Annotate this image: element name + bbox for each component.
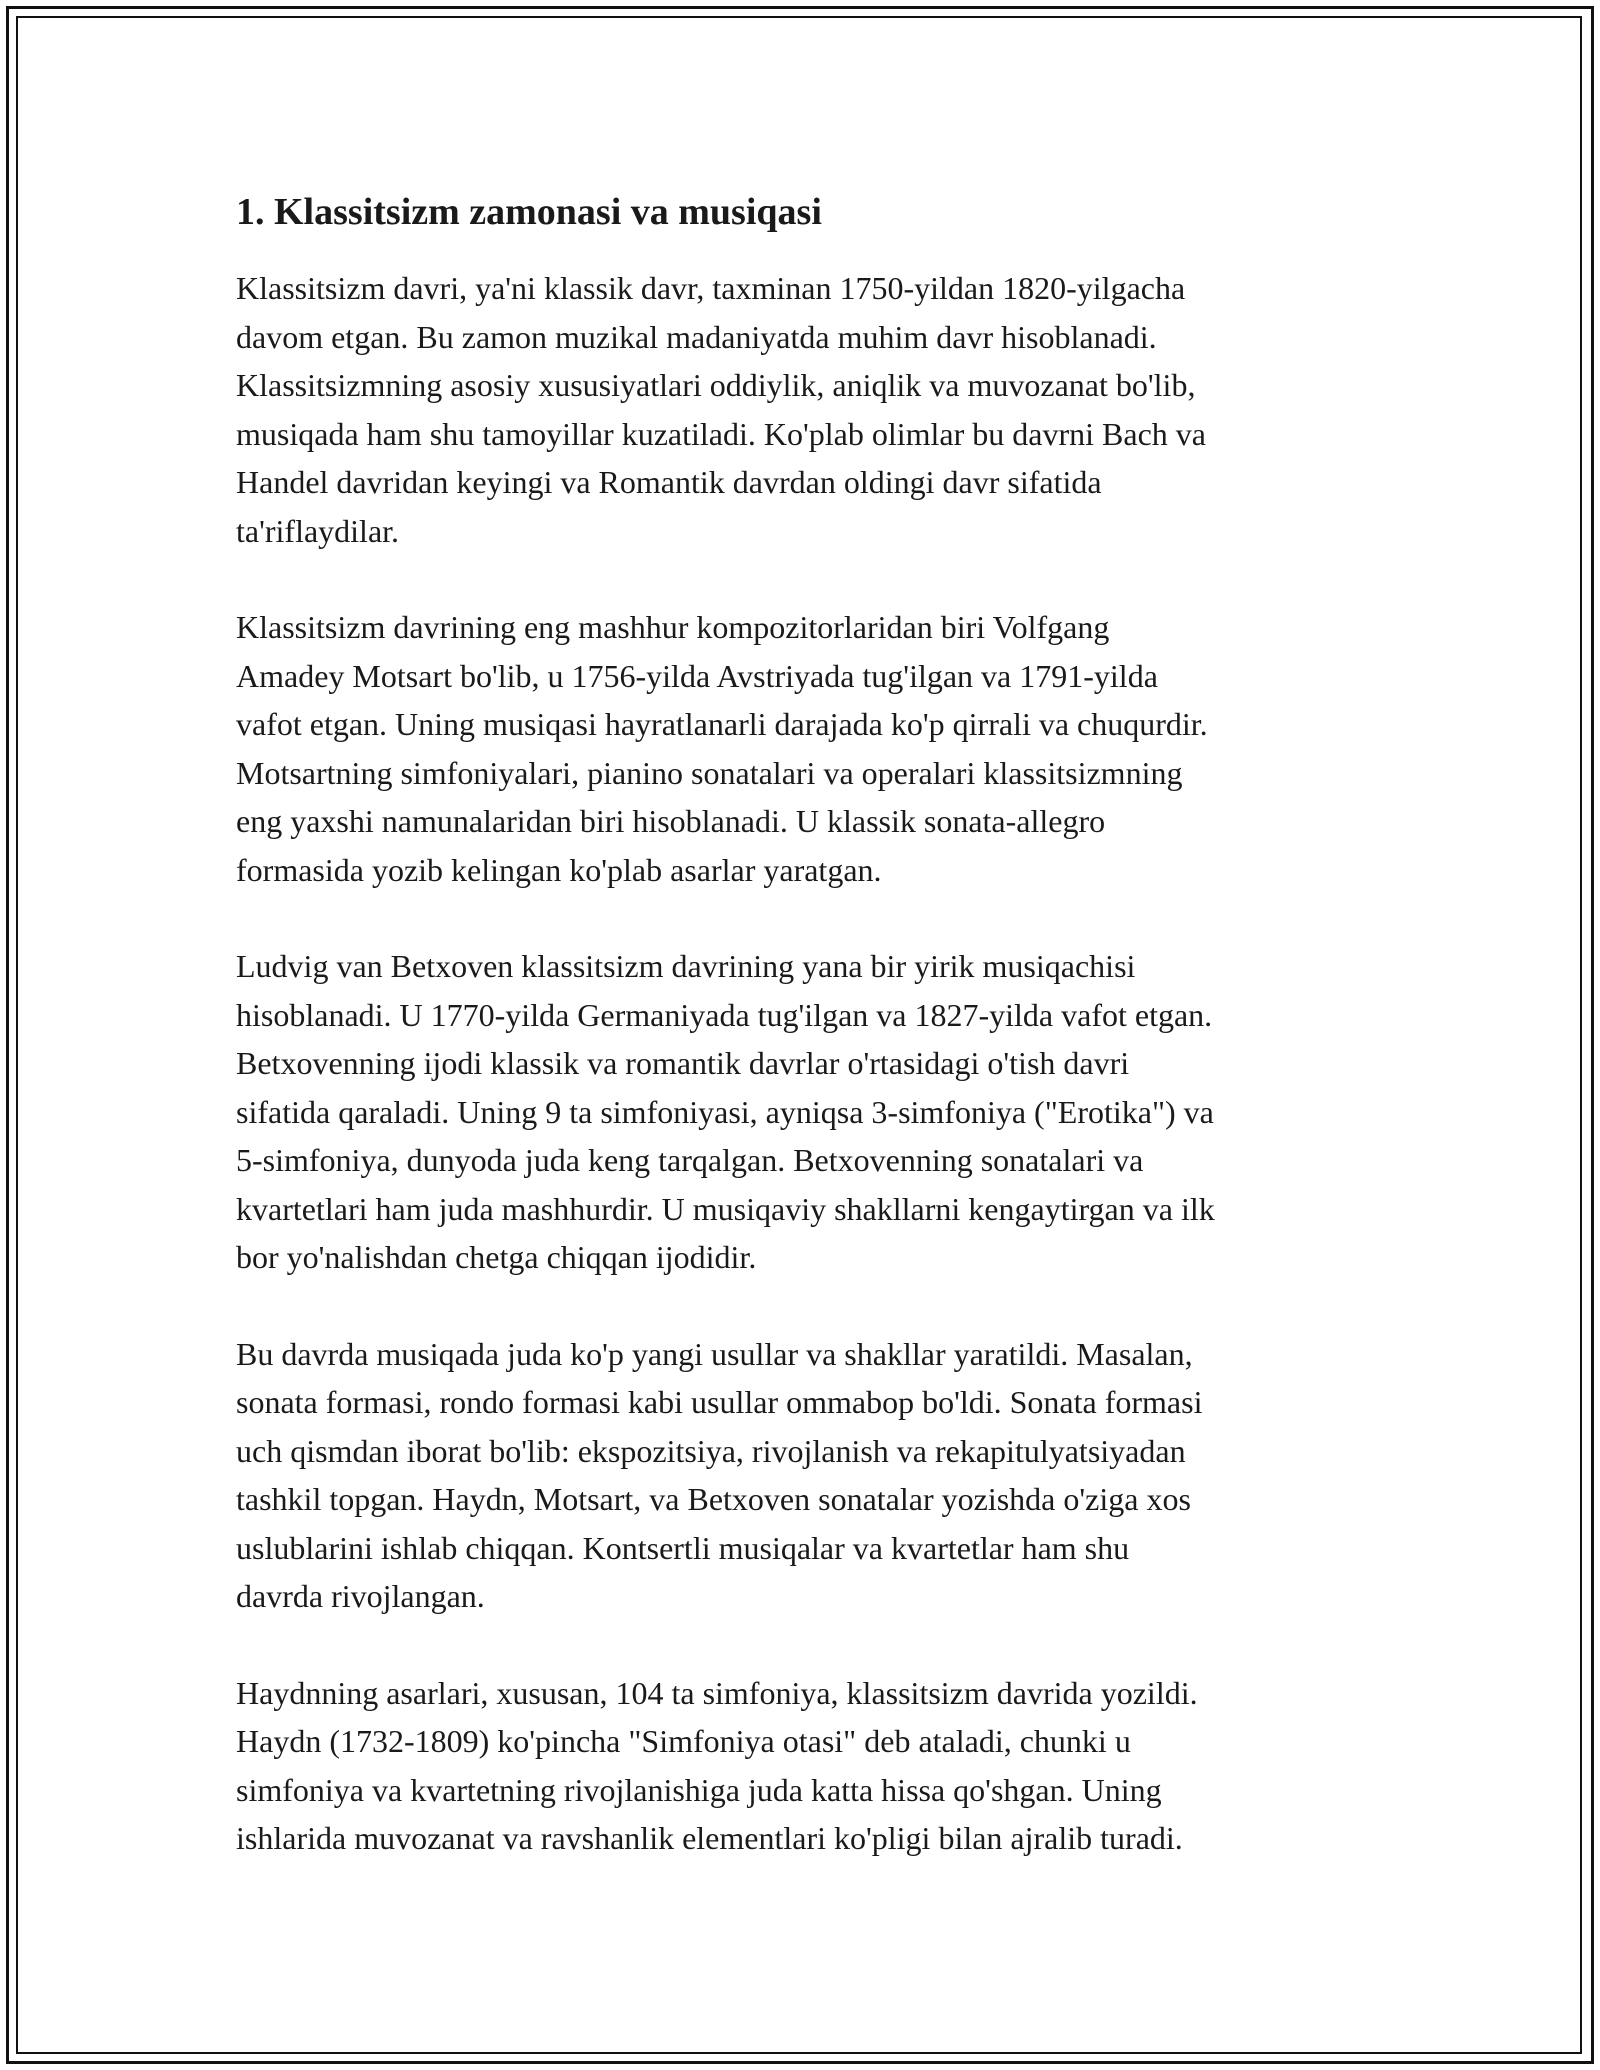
text-line: Klassitsizm davrining eng mashhur kompozitorlaridan biri Volfgang: [236, 609, 1110, 645]
paragraph-list: [236, 264, 1376, 1863]
text-line: Klassitsizm davri, ya'ni klassik davr, taxminan 1750-yildan 1820-yilgacha: [236, 270, 1186, 306]
text-line: vafot etgan. Uning musiqasi hayratlanarli darajada ko'p qirrali va chuqurdir.: [236, 706, 1208, 742]
text-line: bor yo'nalishdan chetga chiqqan ijodidir.: [236, 1239, 757, 1275]
text-line: hisoblanadi. U 1770-yilda Germaniyada tug'ilgan va 1827-yilda vafot etgan.: [236, 996, 1213, 1033]
document-body: [236, 188, 1376, 1863]
text-line: Klassitsizmning asosiy xususiyatlari oddiylik, aniqlik va muvozanat bo'lib,: [236, 367, 1196, 403]
text-line: kvartetlari ham juda mashhurdir. U musiqaviy shakllarni kengaytirgan va ilk: [236, 1190, 1215, 1227]
text-line: Haydn (1732-1809) ko'pincha "Simfoniya otasi" deb ataladi, chunki u: [236, 1723, 1131, 1759]
text-line: Bu davrda musiqada juda ko'p yangi usullar va shakllar yaratildi. Masalan,: [236, 1335, 1193, 1372]
text-line: tashkil topgan. Haydn, Motsart, va Betxoven sonatalar yozishda o'ziga xos: [236, 1481, 1191, 1517]
text-line: musiqada ham shu tamoyillar kuzatiladi. Ko'plab olimlar bu davrni Bach va: [236, 415, 1206, 452]
text-line: Ludvig van Betxoven klassitsizm davrining yana bir yirik musiqachisi: [236, 948, 1136, 984]
paragraph: [236, 1330, 1376, 1621]
text-line: simfoniya va kvartetning rivojlanishiga juda katta hissa qo'shgan. Uning: [236, 1771, 1162, 1808]
text-line: sifatida qaraladi. Uning 9 ta simfoniyasi, ayniqsa 3-simfoniya ("Erotika") va: [236, 1093, 1214, 1130]
page-title: 1. Klassitsizm zamonasi va musiqasi: [236, 191, 822, 233]
text-line: davom etgan. Bu zamon muzikal madaniyatda muhim davr hisoblanadi.: [236, 318, 1157, 355]
paragraph: [236, 942, 1376, 1282]
text-line: formasida yozib kelingan ko'plab asarlar yaratgan.: [236, 851, 882, 888]
text-line: Amadey Motsart bo'lib, u 1756-yilda Avstriyada tug'ilgan va 1791-yilda: [236, 657, 1158, 694]
text-line: uslublarini ishlab chiqqan. Kontsertli musiqalar va kvartetlar ham shu: [236, 1529, 1130, 1566]
text-line: uch qismdan iborat bo'lib: ekspozitsiya, rivojlanish va rekapitulyatsiyadan: [236, 1432, 1186, 1469]
text-line: Haydnning asarlari, xususan, 104 ta simfoniya, klassitsizm davrida yozildi.: [236, 1674, 1198, 1711]
text-line: 5-simfoniya, dunyoda juda keng tarqalgan. Betxovenning sonatalari va: [236, 1142, 1144, 1178]
text-line: Handel davridan keyingi va Romantik davrdan oldingi davr sifatida: [236, 464, 1102, 500]
text-line: Motsartning simfoniyalari, pianino sonatalari va operalari klassitsizmning: [236, 754, 1183, 791]
text-line: ishlarida muvozanat va ravshanlik elementlari ko'pligi bilan ajralib turadi.: [236, 1820, 1183, 1856]
paragraph: [236, 603, 1376, 894]
text-line: Betxovenning ijodi klassik va romantik davrlar o'rtasidagi o'tish davri: [236, 1045, 1130, 1081]
paragraph: [236, 1669, 1376, 1863]
text-line: ta'riflaydilar.: [236, 512, 400, 549]
text-line: eng yaxshi namunalaridan biri hisoblanadi. U klassik sonata-allegro: [236, 803, 1106, 839]
text-line: sonata formasi, rondo formasi kabi usullar ommabop bo'ldi. Sonata formasi: [236, 1384, 1203, 1420]
text-line: davrda rivojlangan.: [236, 1578, 485, 1614]
paragraph: [236, 264, 1376, 555]
